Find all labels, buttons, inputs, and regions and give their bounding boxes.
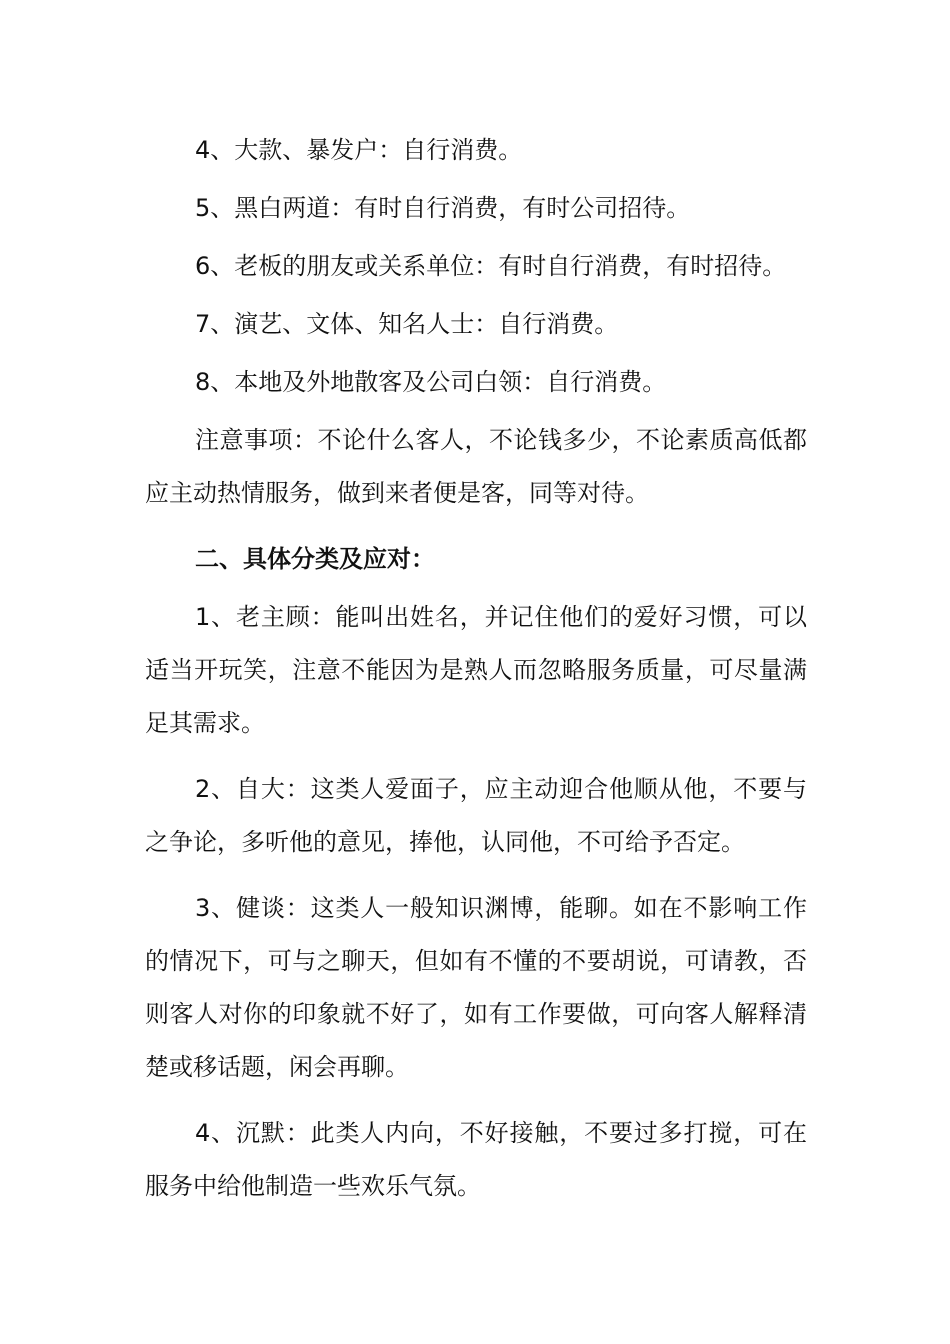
category-item-2: 2、自大：这类人爱面子，应主动迎合他顺从他，不要与之争论，多听他的意见，捧他，认同他，不可给予否定。 bbox=[145, 775, 807, 856]
category-item-4: 4、沉默：此类人内向，不好接触，不要过多打搅，可在服务中给他制造一些欢乐气氛。 bbox=[145, 1119, 807, 1200]
list-item-7: 7、演艺、文体、知名人士：自行消费。 bbox=[195, 310, 619, 338]
document-body bbox=[145, 124, 807, 1226]
category-item-3: 3、健谈：这类人一般知识渊博，能聊。如在不影响工作的情况下，可与之聊天，但如有不懂的不要胡说，可请教，否则客人对你的印象就不好了，如有工作要做，可向客人解释清楚或移话题，闲会再聊。 bbox=[145, 894, 807, 1081]
note-paragraph: 注意事项：不论什么客人，不论钱多少，不论素质高低都应主动热情服务，做到来者便是客，同等对待。 bbox=[145, 426, 807, 507]
category-item-1: 1、老主顾：能叫出姓名，并记住他们的爱好习惯，可以适当开玩笑，注意不能因为是熟人而忽略服务质量，可尽量满足其需求。 bbox=[145, 603, 807, 737]
list-item-6: 6、老板的朋友或关系单位：有时自行消费，有时招待。 bbox=[195, 252, 787, 280]
list-item-4: 4、大款、暴发户：自行消费。 bbox=[195, 136, 523, 164]
list-item-8: 8、本地及外地散客及公司白领：自行消费。 bbox=[195, 368, 667, 396]
section-heading: 二、具体分类及应对： bbox=[195, 545, 435, 573]
list-item-5: 5、黑白两道：有时自行消费，有时公司招待。 bbox=[195, 194, 691, 222]
